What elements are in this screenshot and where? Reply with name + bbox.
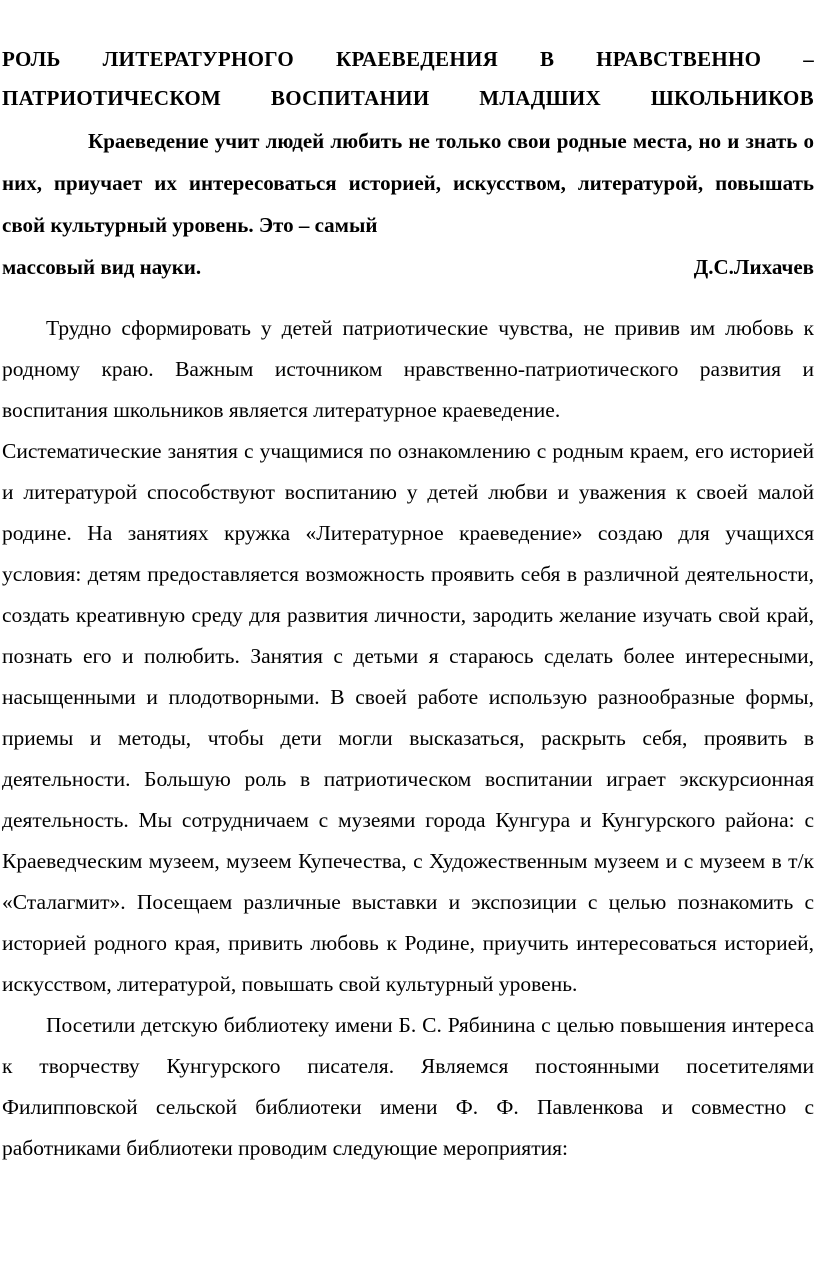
epigraph-footer (2, 246, 814, 288)
paragraph-2: Систематические занятия с учащимися по ознакомлению с родным краем, его историей и литературой способствуют воспитанию у детей любви и уважения к своей малой родине. На занятиях кружка «Литературное краеведение» создаю для учащихся условия: детям предоставляется возможность проявить себя в различной деятельности, создать креативную среду для развития личности, зародить желание изучать свой край, познать его и полюбить. Занятия с детьми я стараюсь сделать более интересными, насыщенными и плодотворными. В своей работе использую разнообразные формы, приемы и методы, чтобы дети могли высказаться, раскрыть себя, проявить в деятельности. Большую роль в патриотическом воспитании играет экскурсионная деятельность. Мы сотрудничаем с музеями города Кунгура и Кунгурского района: с Краеведческим музеем, музеем Купечества, с Художественным музеем и с музеем в т/к «Сталагмит». Посещаем различные выставки и экспозиции с целью познакомить с историей родного края, привить любовь к Родине, приучить интересоваться историей, искусством, литературой, повышать свой культурный уровень. (2, 439, 814, 996)
paragraph-1: Трудно сформировать у детей патриотические чувства, не привив им любовь к родному краю. Важным источником нравственно-патриотического развития и воспитания школьников является литературное краеведение. (2, 316, 814, 422)
epigraph-author: Д.С.Лихачев (693, 255, 814, 279)
epigraph-text: Краеведение учит людей любить не только свои родные места, но и знать о них, приучает их интересоваться историей, искусством, литературой, повышать свой культурный уровень. Это – самый (2, 129, 814, 237)
epigraph-last-line: массовый вид науки. (2, 255, 202, 279)
title-line-2: ПАТРИОТИЧЕСКОМ ВОСПИТАНИИ МЛАДШИХ ШКОЛЬНИКОВ (2, 86, 814, 110)
document-title (2, 40, 814, 118)
title-line-1: РОЛЬ ЛИТЕРАТУРНОГО КРАЕВЕДЕНИЯ В НРАВСТВЕННО – (2, 47, 814, 71)
paragraph-3: Посетили детскую библиотеку имени Б. С. Рябинина с целью повышения интереса к творчеству Кунгурского писателя. Являемся постоянными посетителями Филипповской сельской библиотеки имени Ф. Ф. Павленкова и совместно с работниками библиотеки проводим следующие мероприятия: (2, 1013, 814, 1160)
